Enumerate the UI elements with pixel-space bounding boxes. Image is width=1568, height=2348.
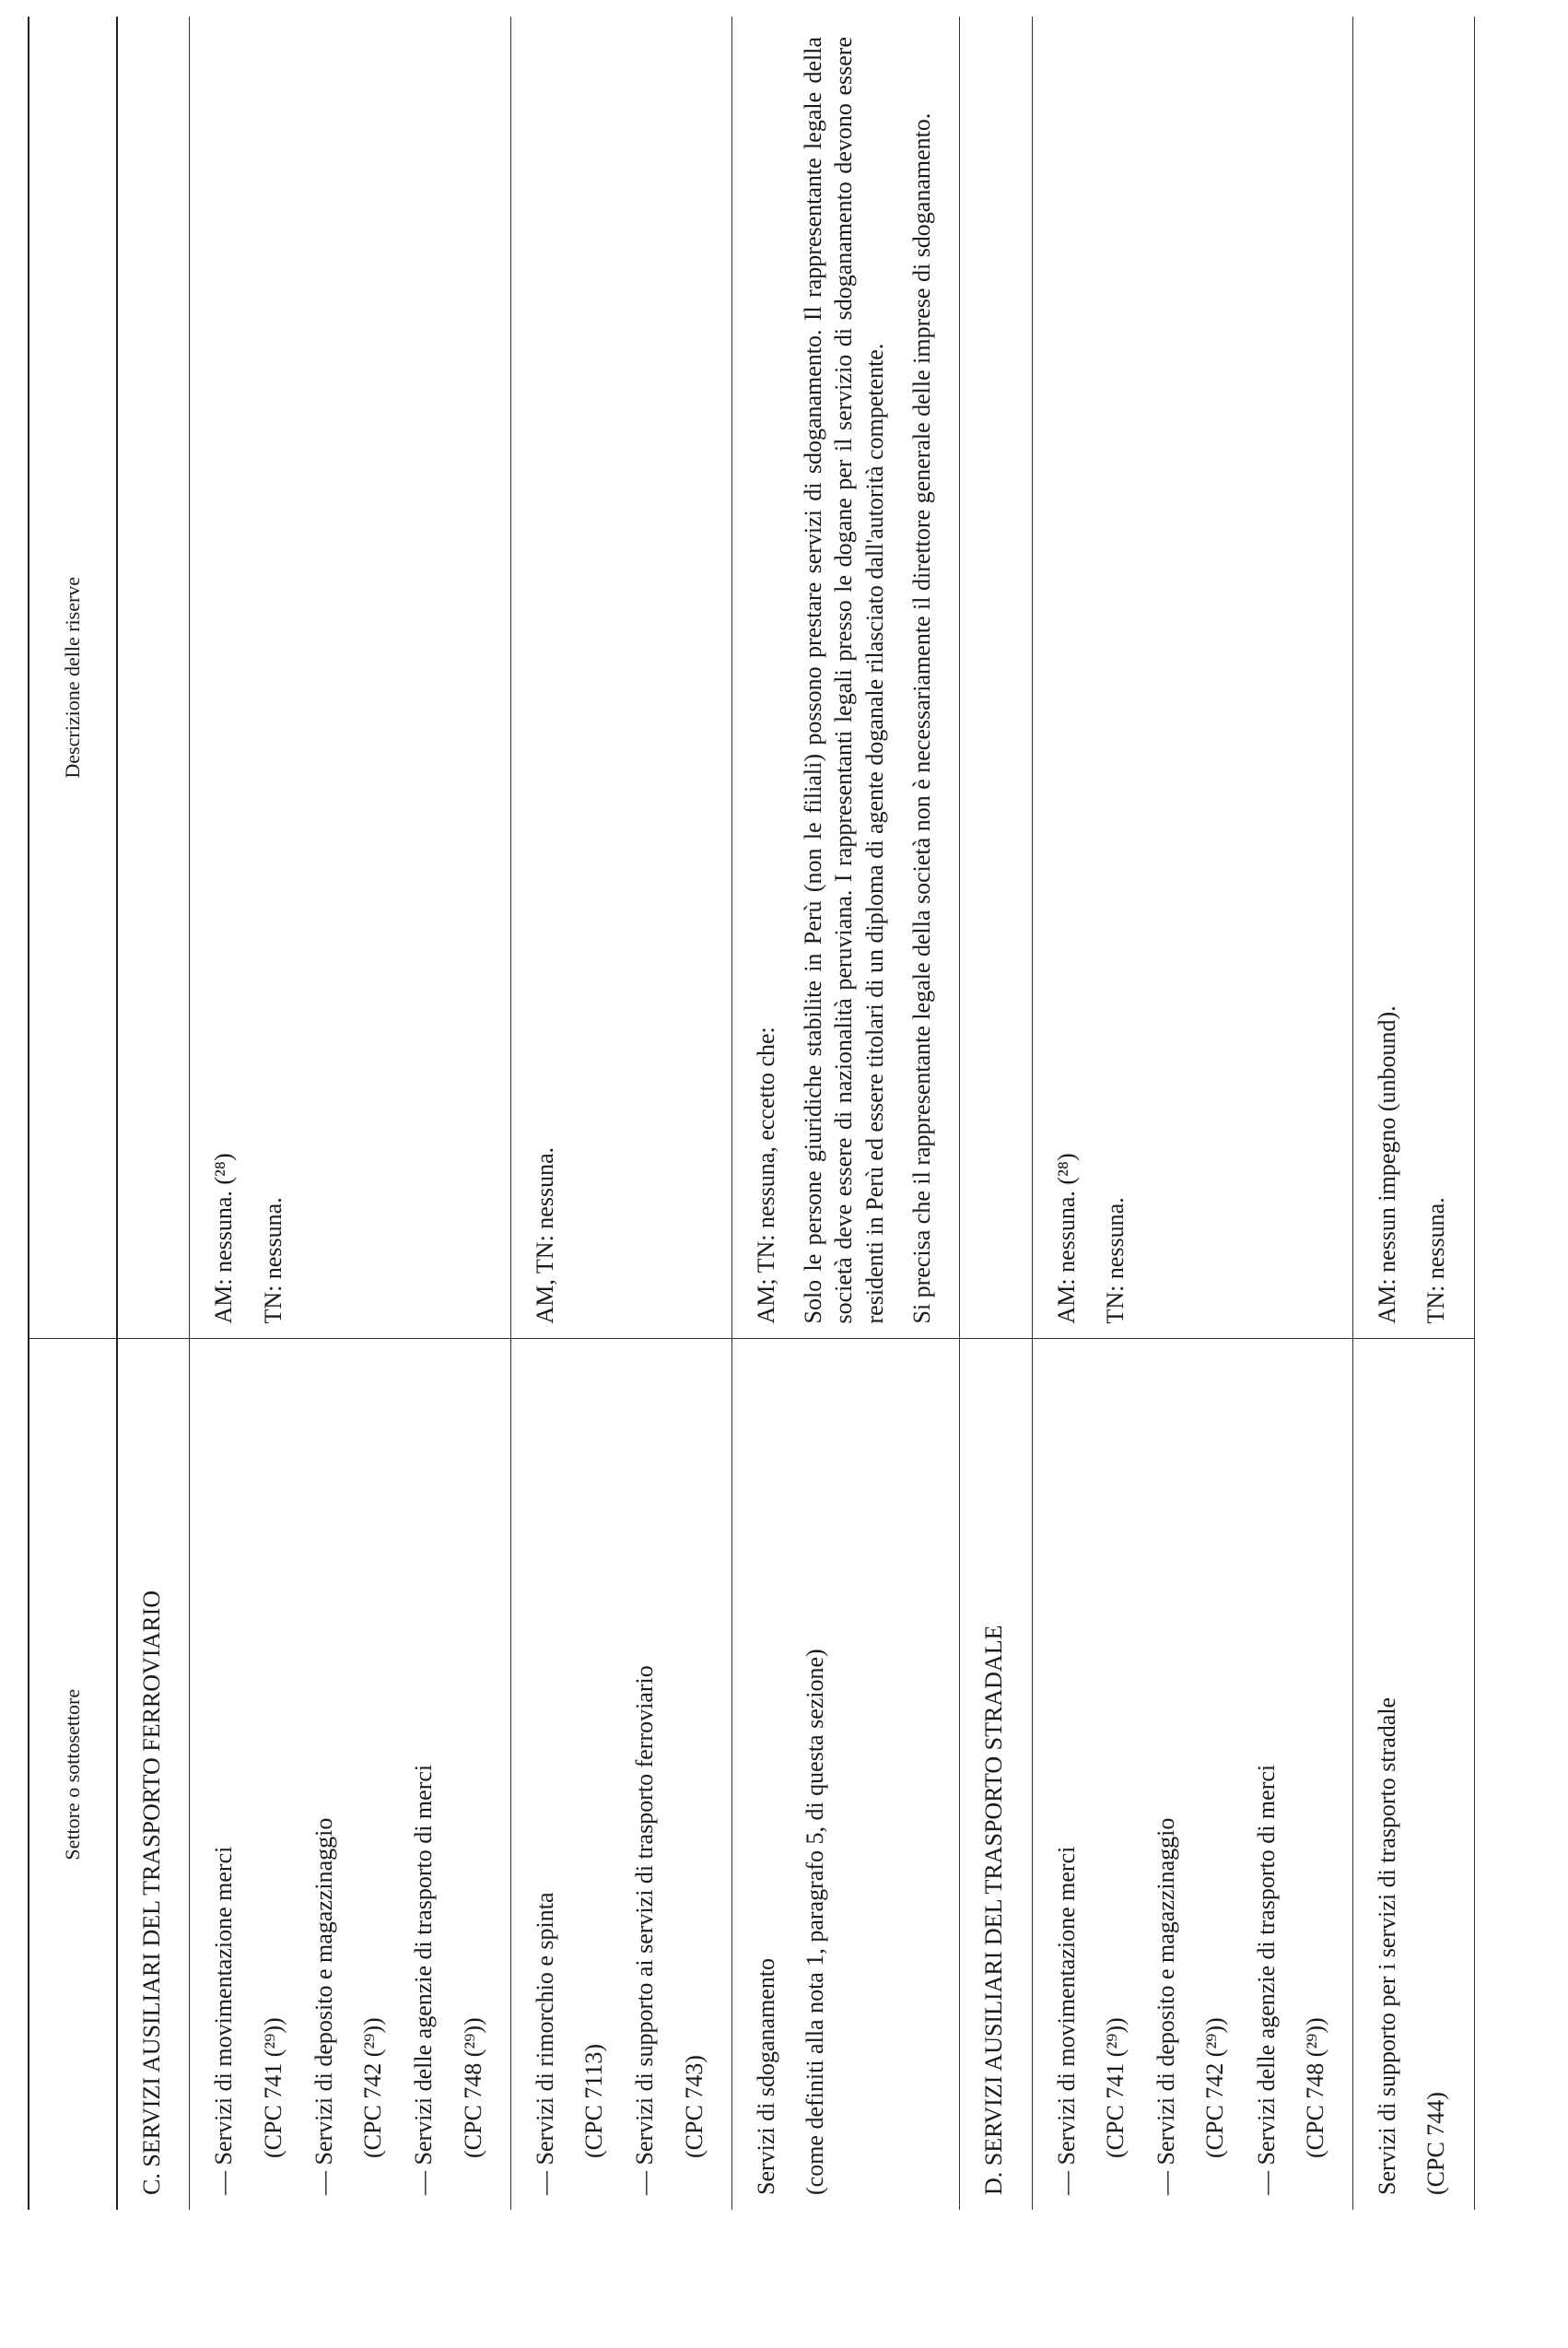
list-item	[1051, 1360, 1131, 2196]
sector-cell	[1032, 1339, 1353, 2210]
table-row	[190, 17, 511, 2210]
list-item	[629, 1360, 709, 2196]
am-text: AM: nessun impegno (unbound).	[1374, 1005, 1401, 1324]
am-tn-text: AM, TN: nessuna.	[531, 1146, 558, 1324]
item-code: (CPC 748 (²⁹))	[1301, 2017, 1328, 2158]
item-note: (come definiti alla nota 1, paragrafo 5, di questa sezione)	[802, 1649, 829, 2195]
lead-text: AM; TN: nessuna, eccetto che:	[752, 1027, 779, 1324]
sector-cell	[1353, 1339, 1475, 2210]
list-item	[1251, 1360, 1331, 2196]
tn-text: TN: nessuna.	[259, 1197, 287, 1324]
list-item	[208, 1360, 288, 2196]
list-item	[309, 1360, 389, 2196]
item-label: Servizi di supporto per i servizi di trasporto stradale	[1374, 1696, 1401, 2195]
table-row	[731, 17, 959, 2210]
item-code: (CPC 742 (²⁹))	[1201, 2017, 1229, 2158]
table-row	[1032, 17, 1353, 2210]
section-c-title-empty	[117, 17, 190, 1339]
reservations-table	[28, 17, 1475, 2210]
section-d-title-empty	[960, 17, 1032, 1339]
item-code: (CPC 744)	[1422, 2092, 1450, 2195]
item-label: — Servizi di movimentazione merci	[1052, 1846, 1080, 2195]
paragraph-2: Si precisa che il rappresentante legale della società non è necessariamente il direttore generale delle imprese di sdoganamento.	[907, 112, 935, 1324]
item-code: (CPC 743)	[680, 2055, 708, 2158]
description-cell	[510, 17, 731, 1339]
am-text: AM: nessuna. (²⁸)	[1052, 1153, 1080, 1324]
item-label: — Servizi di deposito e magazzinaggio	[1153, 1817, 1180, 2195]
table-row	[1353, 17, 1475, 2210]
tn-text: TN: nessuna.	[1422, 1197, 1450, 1324]
table-header-row	[29, 17, 117, 2210]
am-text: AM: nessuna. (²⁸)	[210, 1153, 238, 1324]
section-c-heading-row	[117, 17, 190, 2210]
item-label: — Servizi di rimorchio e spinta	[531, 1892, 558, 2195]
description-cell	[731, 17, 959, 1339]
tn-text: TN: nessuna.	[1101, 1197, 1129, 1324]
sector-cell	[510, 1339, 731, 2210]
item-code: (CPC 742 (²⁹))	[359, 2017, 387, 2158]
item-code: (CPC 741 (²⁹))	[259, 2017, 287, 2158]
paragraph-1: Solo le persone giuridiche stabilite in Perù (non le filiali) possono prestare servizi di sdoganamento. Il rappresentante legale della società deve essere di nazionalità peruviana. I rappresentanti legali presso le dogane per il servizio di sdoganamento devono essere residenti in Perù ed essere titolari di un diploma di agente doganale rilasciato dall'autorità competente.	[800, 37, 888, 1324]
description-cell	[1032, 17, 1353, 1339]
list-item	[530, 1360, 610, 2196]
section-d-heading-row	[960, 17, 1032, 2210]
item-label: — Servizi delle agenzie di trasporto di merci	[1252, 1764, 1280, 2195]
list-item	[1151, 1360, 1231, 2196]
sector-cell	[731, 1339, 959, 2210]
description-cell	[190, 17, 511, 1339]
list-item	[408, 1360, 488, 2196]
section-c-title: C. SERVIZI AUSILIARI DEL TRASPORTO FERROVIARIO	[117, 1339, 190, 2210]
header-description: Descrizione delle riserve	[29, 17, 117, 1339]
item-code: (CPC 741 (²⁹))	[1101, 2017, 1129, 2158]
item-label: — Servizi delle agenzie di trasporto di merci	[410, 1764, 438, 2195]
sector-cell	[190, 1339, 511, 2210]
item-code: (CPC 748 (²⁹))	[459, 2017, 486, 2158]
item-label: — Servizi di movimentazione merci	[210, 1846, 238, 2195]
header-sector: Settore o sottosettore	[29, 1339, 117, 2210]
description-cell	[1353, 17, 1475, 1339]
item-label: Servizi di sdoganamento	[752, 1957, 779, 2195]
item-label: — Servizi di supporto ai servizi di trasporto ferroviario	[631, 1665, 659, 2195]
table-row	[510, 17, 731, 2210]
item-code: (CPC 7113)	[580, 2044, 608, 2158]
section-d-title: D. SERVIZI AUSILIARI DEL TRASPORTO STRADALE	[960, 1339, 1032, 2210]
item-label: — Servizi di deposito e magazzinaggio	[310, 1817, 337, 2195]
